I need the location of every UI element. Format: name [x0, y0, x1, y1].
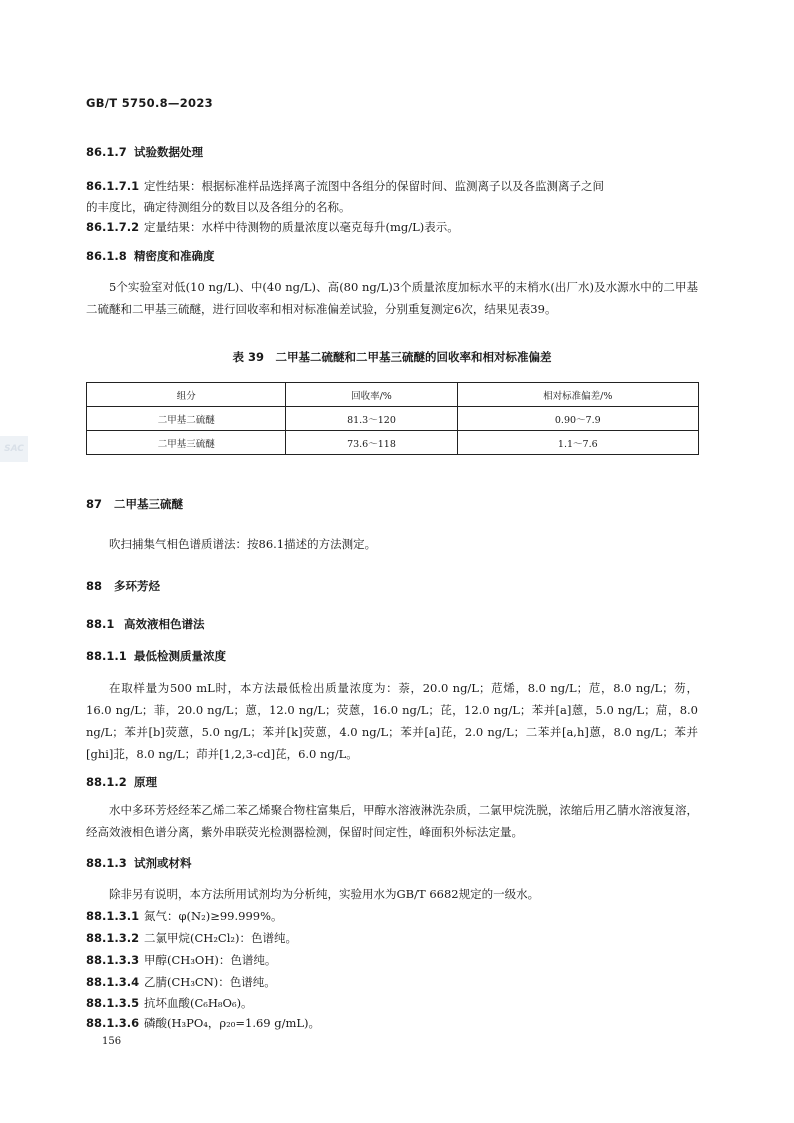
paragraph-88-1-1: 在取样量为500 mL时，本方法最低检出质量浓度为：萘，20.0 ng/L；苊烯，8.0 ng/L；苊，8.0 ng/L；芴，16.0 ng/L；菲，20.0 ng/L；蒽，12.0 ng/L；荧蒽，16.0 ng/L；芘，12.0 ng/L；苯并[a]蒽，5.0 ng/L；䓛，8.0 ng/L；苯并[b]荧蒽，5.0 ng/L；苯并[k]荧蒽，4.0 ng/L；苯并[a]芘，2.0 ng/L；二苯并[a,h]蒽，8.0 ng/L；苯并[ghi]苝，8.0 ng/L；茚并[1,2,3-cd]芘，6.0 ng/L。 — [86, 681, 698, 761]
item-86-1-7-1-line2: 的丰度比，确定待测组分的数目以及各组分的名称。 — [86, 200, 351, 214]
section-heading-87 — [86, 496, 183, 512]
section-number: 86.1.7 — [86, 145, 127, 159]
item-text: 甲醇(CH₃OH)：色谱纯。 — [144, 953, 277, 967]
reagent-item — [86, 952, 276, 968]
item-number: 86.1.7.2 — [86, 220, 140, 234]
reagent-item — [86, 974, 276, 990]
item-text: 磷酸(H₃PO₄，ρ₂₀=1.69 g/mL)。 — [144, 1016, 321, 1030]
item-86-1-7-2 — [86, 219, 459, 235]
paragraph-86-1-8: 5个实验室对低(10 ng/L)、中(40 ng/L)、高(80 ng/L)3个质量浓度加标水平的末梢水(出厂水)及水源水中的二甲基二硫醚和二甲基三硫醚，进行回收率和相对标准偏差试验，分别重复测定6次，结果见表39。 — [86, 280, 698, 316]
table-header-row — [87, 383, 699, 407]
standard-number: GB/T 5750.8—2023 — [86, 96, 213, 110]
table-header-cell: 组分 — [87, 383, 286, 407]
paragraph-87: 吹扫捕集气相色谱质谱法：按86.1描述的方法测定。 — [109, 537, 377, 551]
table-header-cell: 相对标准偏差/% — [457, 383, 698, 407]
section-number: 88.1.1 — [86, 649, 127, 663]
item-text: 乙腈(CH₃CN)：色谱纯。 — [144, 975, 276, 989]
table-caption: 表 39 二甲基二硫醚和二甲基三硫醚的回收率和相对标准偏差 — [232, 350, 552, 364]
section-heading-88-1 — [86, 616, 205, 632]
page-number: 156 — [102, 1036, 122, 1047]
item-text: 氮气：φ(N₂)≥99.999%。 — [144, 909, 283, 923]
table-header-cell: 回收率/% — [286, 383, 457, 407]
table-cell: 73.6～118 — [286, 431, 457, 455]
table-cell: 0.90～7.9 — [457, 407, 698, 431]
section-number: 87 — [86, 497, 103, 511]
section-heading-88 — [86, 578, 160, 594]
section-number: 86.1.8 — [86, 249, 127, 263]
section-heading-86-1-7 — [86, 144, 203, 160]
reagent-item — [86, 995, 253, 1011]
table-39 — [86, 382, 699, 455]
section-title: 二甲基三硫醚 — [114, 497, 183, 511]
item-number: 86.1.7.1 — [86, 179, 140, 193]
section-title: 试验数据处理 — [134, 145, 203, 159]
item-number: 88.1.3.1 — [86, 909, 140, 923]
section-heading-86-1-8 — [86, 248, 215, 264]
table-cell: 81.3～120 — [286, 407, 457, 431]
reagent-item — [86, 908, 283, 924]
table-row — [87, 431, 699, 455]
table-cell: 二甲基二硫醚 — [87, 407, 286, 431]
table-cell: 二甲基三硫醚 — [87, 431, 286, 455]
watermark-logo: SAC — [0, 436, 28, 462]
section-number: 88.1.3 — [86, 856, 127, 870]
item-86-1-7-1 — [86, 178, 604, 194]
table-cell: 1.1～7.6 — [457, 431, 698, 455]
section-heading-88-1-3 — [86, 855, 192, 871]
section-heading-88-1-2 — [86, 774, 157, 790]
section-title: 高效液相色谱法 — [124, 617, 205, 631]
section-title: 多环芳烃 — [114, 579, 160, 593]
item-text-line1: 定量结果：水样中待测物的质量浓度以毫克每升(mg/L)表示。 — [144, 220, 459, 234]
item-text-line1: 定性结果：根据标准样品选择离子流图中各组分的保留时间、监测离子以及各监测离子之间 — [144, 179, 604, 193]
reagent-item — [86, 1015, 320, 1031]
item-text: 抗坏血酸(C₆H₈O₆)。 — [144, 996, 253, 1010]
section-title: 原理 — [134, 775, 157, 789]
table-row — [87, 407, 699, 431]
item-number: 88.1.3.5 — [86, 996, 140, 1010]
section-title: 精密度和准确度 — [134, 249, 215, 263]
section-number: 88 — [86, 579, 103, 593]
section-number: 88.1 — [86, 617, 115, 631]
item-number: 88.1.3.4 — [86, 975, 140, 989]
section-title: 试剂或材料 — [134, 856, 192, 870]
item-number: 88.1.3.2 — [86, 931, 140, 945]
item-number: 88.1.3.6 — [86, 1016, 140, 1030]
item-number: 88.1.3.3 — [86, 953, 140, 967]
section-number: 88.1.2 — [86, 775, 127, 789]
paragraph-88-1-2: 水中多环芳烃经苯乙烯二苯乙烯聚合物柱富集后，甲醇水溶液淋洗杂质，二氯甲烷洗脱，浓缩后用乙腈水溶液复溶，经高效液相色谱分离，紫外串联荧光检测器检测，保留时间定性，峰面积外标法定量。 — [86, 803, 698, 839]
section-heading-88-1-1 — [86, 648, 226, 664]
reagent-item — [86, 930, 297, 946]
paragraph-88-1-3: 除非另有说明，本方法所用试剂均为分析纯，实验用水为GB/T 6682规定的一级水。 — [109, 887, 540, 901]
item-text: 二氯甲烷(CH₂Cl₂)：色谱纯。 — [144, 931, 297, 945]
section-title: 最低检测质量浓度 — [134, 649, 226, 663]
